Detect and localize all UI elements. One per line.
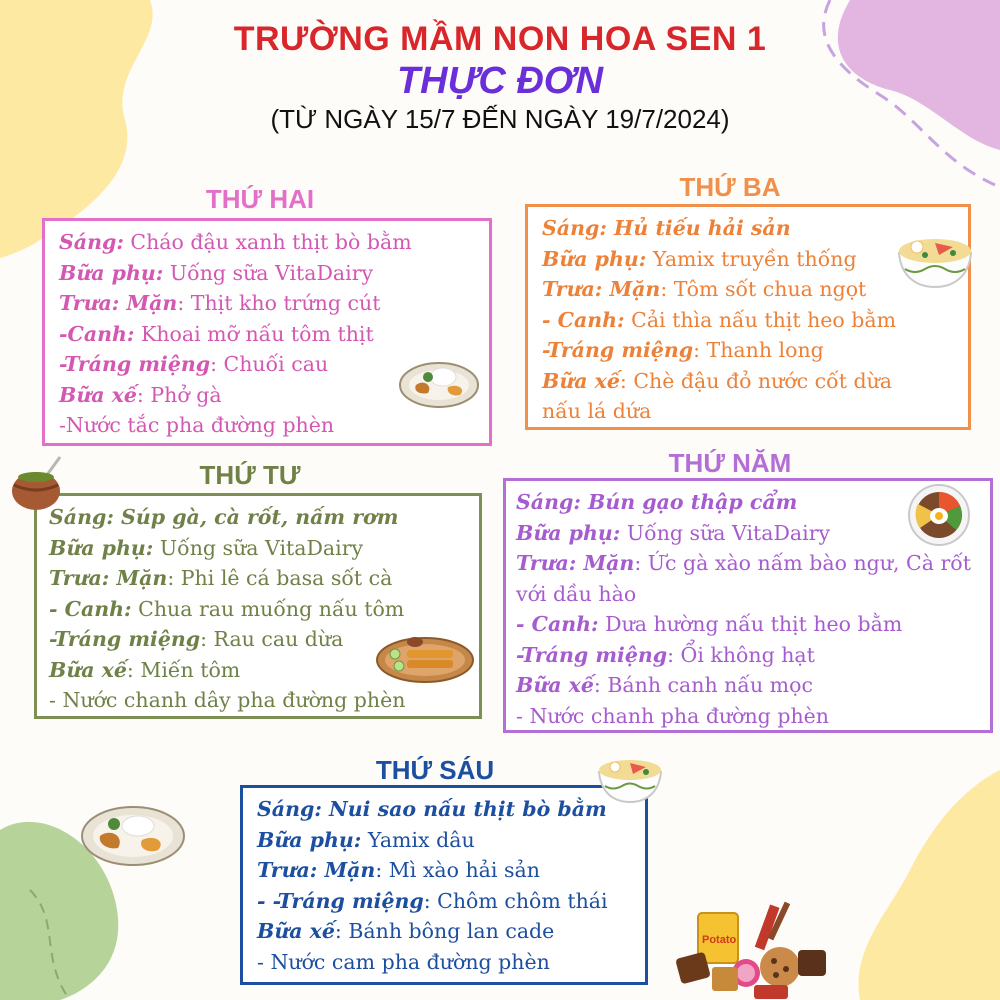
dish-text: Khoai mỡ nấu tôm thịt	[134, 321, 374, 346]
dish-text: : Bánh canh nấu mọc	[593, 673, 813, 697]
svg-text:Potato: Potato	[702, 934, 737, 946]
friday-title: THỨ SÁU	[375, 755, 495, 785]
meal-label: Bữa xế	[542, 368, 620, 393]
monday-title: THỨ HAI	[205, 184, 315, 214]
dish-text: : Chôm chôm thái	[423, 888, 608, 913]
menu-line	[49, 563, 469, 594]
meal-label: Sáng:	[59, 230, 124, 254]
meal-label: Bữa xế	[516, 673, 594, 697]
menu-line	[49, 533, 469, 564]
menu-line	[516, 548, 976, 609]
dish-text: : Chuối cau	[210, 352, 329, 376]
menu-line	[542, 244, 908, 275]
menu-line	[59, 258, 479, 289]
menu-line	[257, 947, 635, 978]
menu-line	[516, 701, 976, 732]
rice-plate-icon	[80, 802, 186, 868]
meal-label: Bữa phụ:	[516, 520, 621, 545]
meal-label: - Canh:	[516, 612, 599, 636]
meal-label: -Tráng miệng	[59, 352, 211, 376]
menu-line	[257, 916, 635, 947]
wednesday-menu-box	[34, 493, 482, 719]
meal-label: Trưa: Mặn	[542, 277, 661, 301]
menu-line	[542, 335, 908, 366]
meal-label: Sáng: Bún gạo thập cẩm	[516, 490, 798, 514]
dish-text: : Rau cau dừa	[200, 627, 344, 651]
wednesday-title: THỨ TƯ	[199, 460, 301, 490]
menu-line	[542, 366, 908, 427]
menu-line	[516, 670, 976, 701]
dish-text: : Bánh bông lan cade	[334, 919, 555, 943]
thursday-title: THỨ NĂM	[668, 448, 792, 478]
school-name: TRƯỜNG MẦM NON HOA SEN 1	[233, 20, 767, 58]
dish-text: - Nước chanh dây pha đường phèn	[49, 688, 406, 712]
meal-label: Trưa: Mặn	[516, 551, 635, 575]
rice-plate-icon	[398, 355, 480, 410]
date-range: (TỪ NGÀY 15/7 ĐẾN NGÀY 19/7/2024)	[270, 104, 730, 134]
tuesday-title: THỨ BA	[679, 172, 781, 202]
snacks-icon	[668, 895, 830, 1000]
meal-label: Bữa xế	[49, 657, 127, 682]
dish-text: : Mì xào hải sản	[375, 858, 540, 882]
dish-text: : Thanh long	[693, 338, 824, 362]
yellow-blob-bottom-right	[850, 770, 1000, 1000]
dish-text: : Phở gà	[136, 382, 222, 407]
menu-line	[49, 685, 469, 716]
noodle-bowl-icon	[895, 225, 975, 291]
meal-label: Trưa: Mặn	[59, 291, 178, 315]
meal-label: Bữa xế	[257, 919, 335, 943]
dish-text: : Thịt kho trứng cút	[177, 291, 381, 315]
meal-label: -Tráng miệng	[516, 642, 668, 667]
drink-cup-icon	[8, 455, 70, 513]
dish-text: : Ổi không hạt	[667, 642, 815, 667]
meal-label: Trưa: Mặn	[257, 858, 376, 882]
menu-line	[257, 855, 635, 886]
meal-label: - Canh:	[542, 307, 625, 332]
menu-line	[257, 794, 635, 825]
dish-text: Yamix dâu	[361, 827, 475, 852]
menu-line	[542, 274, 908, 305]
dish-text: : Miến tôm	[126, 657, 241, 682]
dish-text: Uống sữa VitaDairy	[163, 260, 374, 285]
dish-text: : Ức gà xào nấm bào ngư, Cà rốt với dầu hào	[516, 551, 972, 606]
menu-line	[516, 640, 976, 671]
meal-label: Bữa phụ:	[49, 535, 154, 560]
menu-line	[49, 502, 469, 533]
menu-line	[49, 594, 469, 625]
dish-text: Cháo đậu xanh thịt bò bằm	[123, 230, 412, 254]
menu-line	[542, 305, 908, 336]
menu-line	[59, 410, 479, 441]
friday-menu-box	[240, 785, 648, 985]
meal-label: - Canh:	[49, 596, 132, 621]
meal-label: Bữa phụ:	[257, 827, 362, 852]
dish-text: - Nước cam pha đường phèn	[257, 949, 550, 974]
dish-text: - Nước chanh pha đường phèn	[516, 703, 829, 728]
dish-text: Chua rau muống nấu tôm	[131, 596, 405, 621]
menu-line	[59, 288, 479, 319]
dish-text: Cải thìa nấu thịt heo bằm	[624, 307, 897, 332]
meal-label: Sáng: Nui sao nấu thịt bò bằm	[257, 797, 607, 821]
dish-text: Dưa hường nấu thịt heo bằm	[598, 612, 903, 636]
meal-label: - -Tráng miệng	[257, 888, 424, 913]
meal-label: -Canh:	[59, 321, 135, 346]
dish-text: -Nước tắc pha đường phèn	[59, 413, 335, 437]
meal-label: Sáng: Súp gà, cà rốt, nấm rơm	[49, 505, 399, 529]
meal-label: Trưa: Mặn	[49, 566, 168, 590]
meal-label: Bữa phụ:	[542, 246, 647, 271]
menu-line	[516, 609, 976, 640]
dish-text: Uống sữa VitaDairy	[153, 535, 364, 560]
menu-line	[257, 825, 635, 856]
meal-label: Bữa phụ:	[59, 260, 164, 285]
meal-label: Bữa xế	[59, 382, 137, 407]
dish-text: Uống sữa VitaDairy	[620, 520, 831, 545]
meal-label: -Tráng miệng	[542, 338, 694, 362]
skewer-platter-icon	[375, 632, 475, 684]
bibimbap-bowl-icon	[906, 484, 972, 546]
menu-line	[59, 227, 479, 258]
dish-text: Yamix truyền thống	[646, 246, 857, 271]
noodle-bowl-icon	[596, 748, 664, 806]
menu-line	[542, 213, 908, 244]
meal-label: Sáng: Hủ tiếu hải sản	[542, 216, 791, 240]
dish-text: : Chè đậu đỏ nước cốt dừa nấu lá dứa	[542, 368, 892, 423]
dish-text: : Phi lê cá basa sốt cà	[167, 566, 393, 590]
meal-label: -Tráng miệng	[49, 627, 201, 651]
menu-line	[257, 886, 635, 917]
monday-menu-box	[42, 218, 492, 446]
menu-title: THỰC ĐƠN	[396, 60, 604, 102]
dish-text: : Tôm sốt chua ngọt	[660, 277, 867, 301]
menu-line	[59, 319, 479, 350]
